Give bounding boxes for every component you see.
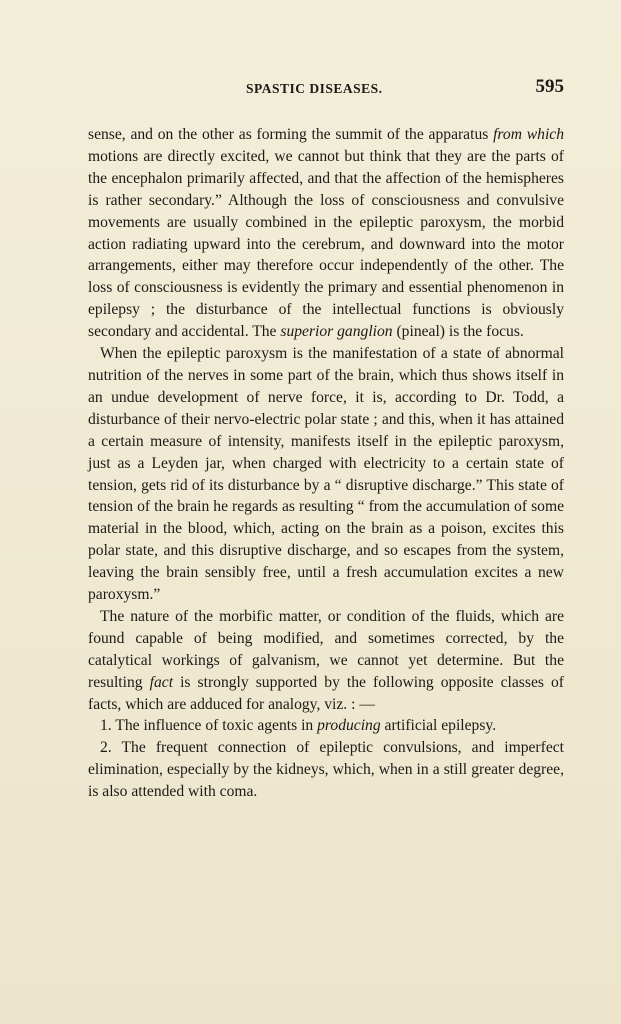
- text-span: is strongly supported by the following opposite classes of facts, which are adduced for analogy, viz. : —: [88, 673, 564, 713]
- text-span: When the epileptic paroxysm is the manifestation of a state of abnormal nutrition of the nerves in some part of the brain, which thus shows itself in an undue development of nerve force, it is, according to Dr. Todd, a disturbance of their nervo-electric polar state ; and this, when it has attained a certain measure of intensity, manifests itself in the epileptic paroxysm, just as a Leyden jar, when charged with electricity to a certain state of tension, gets rid of its disturbance by a “ disruptive discharge.” This state of tension of the brain he regards as resulting “ from the accumulation of some material in the blood, which, acting on the brain as a poison, excites this polar state, and this disruptive discharge, and so escapes from the system, leaving the brain sensibly free, until a fresh accumulation excites a new paroxysm.”: [88, 345, 564, 604]
- list-item-2: [88, 737, 564, 803]
- page-number: 595: [535, 76, 564, 97]
- text-span: sense, and on the other as forming the summit of the apparatus: [88, 126, 494, 143]
- list-item-1: [88, 715, 564, 737]
- italic-text: producing: [317, 717, 381, 735]
- paragraph-continuation: [88, 124, 564, 343]
- paragraph-epileptic-paroxysm: [88, 343, 564, 606]
- text-span: motions are directly excited, we cannot but think that they are the parts of the encephalon primarily affected, and that the affection of the hemispheres is rather secondary.” Although the loss of consciousness and convulsive movements are usually combined in the epileptic paroxysm, the morbid action radiating upward into the cerebrum, and downward into the motor arrangements, either may therefore occur independently of the other. The loss of consciousness is evidently the primary and essential phenomenon in epilepsy ; the disturbance of the intellectual functions is obviously secondary and accidental. The: [88, 147, 564, 341]
- running-head: SPASTIC DISEASES.: [246, 81, 383, 96]
- paragraph-morbific-matter: [88, 606, 564, 716]
- text-span: 1. The influence of toxic agents in: [100, 717, 318, 735]
- text-span: artificial epilepsy.: [380, 717, 497, 735]
- text-span: The nature of the morbific matter, or condition of the fluids, which are found capable of being modified, and sometimes corrected, by the catalytical workings of galvanism, we cannot yet determine. But the resulting: [88, 607, 564, 691]
- italic-text: superior ganglion: [280, 323, 393, 341]
- body-text: [88, 124, 564, 803]
- italic-text: fact: [149, 673, 174, 691]
- italic-text: from which: [493, 126, 565, 143]
- page-header: [88, 76, 564, 101]
- text-span: 2. The frequent connection of epileptic convulsions, and imperfect elimination, especially by the kidneys, which, when in a still greater degree, is also attended with coma.: [88, 739, 564, 801]
- text-span: (pineal) is the focus.: [392, 323, 524, 341]
